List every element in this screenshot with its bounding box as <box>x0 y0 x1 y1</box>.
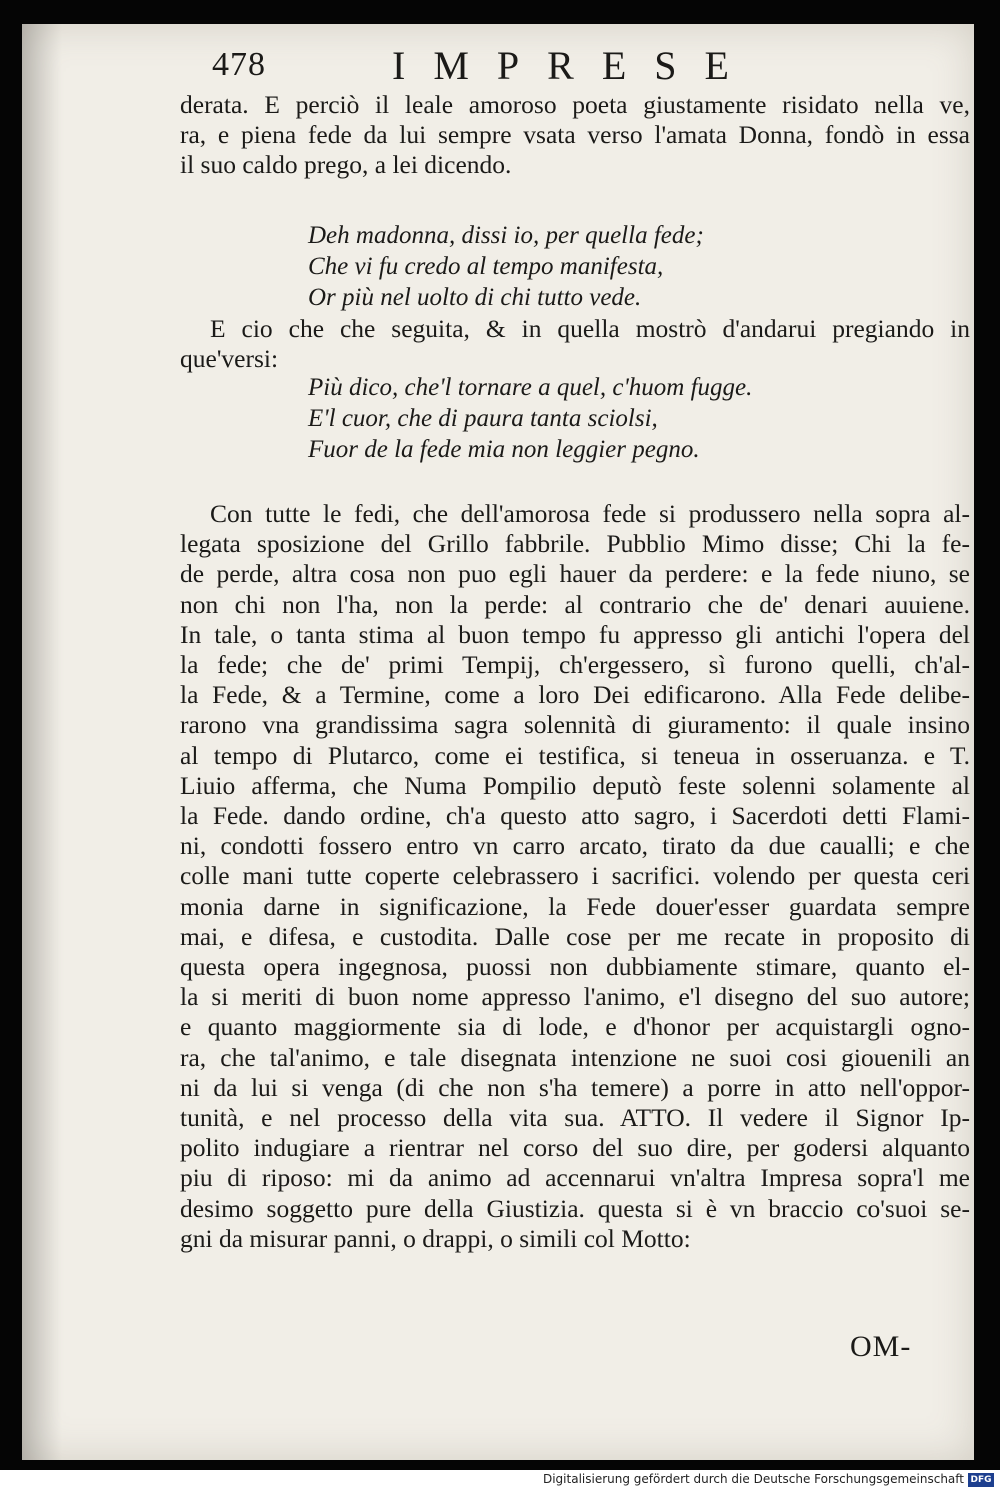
text-line: derata. E perciò il leale amoroso poeta giustamente risidato nella ve, <box>180 90 970 119</box>
verse-line: E'l cuor, che di paura tanta sciolsi, <box>308 405 658 432</box>
text-line: Con tutte le fedi, che dell'amorosa fede si produssero nella sopra al- <box>210 499 970 528</box>
text-line: la si meriti di buon nome appresso l'animo, e'l disegno del suo autore; <box>180 982 970 1012</box>
dfg-logo-icon: DFG <box>968 1473 994 1487</box>
text-line: rarono vna grandissima sagra solennità di giuramento: il quale insino <box>180 710 970 740</box>
text-line: legata sposizione del Grillo fabbrile. Pubblio Mimo disse; Chi la fe- <box>180 529 970 559</box>
text-line: questa opera ingegnosa, puossi non dubbiamente stimare, quanto el- <box>180 952 970 982</box>
page-number: 478 <box>212 46 266 83</box>
funding-credit: Digitalisierung gefördert durch die Deutsche Forschungsgemeinschaft <box>542 1472 964 1486</box>
footer-bar <box>0 1470 1000 1491</box>
verse-quote-2 <box>308 372 752 465</box>
text-line: la Fede. dando ordine, ch'a questo atto sagro, i Sacerdoti detti Flami- <box>180 801 970 831</box>
verse-line: Più dico, che'l tornare a quel, c'huom fugge. <box>308 374 753 401</box>
verse-line: Or più nel uolto di chi tutto vede. <box>308 284 642 311</box>
verse-quote-1 <box>308 220 704 313</box>
verse-line: Deh madonna, dissi io, per quella fede; <box>308 222 704 249</box>
text-line: ni, condotti fossero entro vn carro arcato, tirato da due caualli; e che <box>180 831 970 861</box>
paragraph-1 <box>180 90 970 181</box>
catchword: OM- <box>850 1330 912 1363</box>
text-line: ra, e piena fede da lui sempre vsata verso l'amata Donna, fondò in essa <box>180 120 970 150</box>
text-line: de perde, altra cosa non puo egli hauer da perdere: e la fede niuno, se <box>180 559 970 589</box>
text-line: al tempo di Plutarco, come ei testifica, si teneua in osseruanza. e T. <box>180 740 970 770</box>
text-line: il suo caldo prego, a lei dicendo. <box>180 150 512 180</box>
paragraph-3 <box>180 499 970 1254</box>
text-line: la fede; che de' primi Tempij, ch'ergessero, sì furono quelli, ch'al- <box>180 650 970 680</box>
text-line: polito indugiare a rientrar nel corso del suo dire, per godersi alquanto <box>180 1133 970 1163</box>
text-line: Liuio afferma, che Numa Pompilio deputò feste solenni solamente al <box>180 770 970 800</box>
verse-line: Che vi fu credo al tempo manifesta, <box>308 253 664 280</box>
verse-line: Fuor de la fede mia non leggier pegno. <box>308 436 700 463</box>
text-line: e quanto maggiormente sia di lode, e d'honor per acquistargli ogno- <box>180 1012 970 1042</box>
text-line: E cio che che seguita, & in quella mostrò d'andarui pregiando in <box>210 314 970 343</box>
text-line: ra, che tal'animo, e tale disegnata intenzione ne suoi cosi giouenili an <box>180 1042 970 1072</box>
running-title: IMPRESE <box>392 43 757 88</box>
text-line: la Fede, & a Termine, come a loro Dei edificarono. Alla Fede delibe- <box>180 680 970 710</box>
book-page <box>22 24 974 1460</box>
text-line: non chi non l'ha, non la perde: al contrario che de' denari auuiene. <box>180 589 970 619</box>
text-line: que'versi: <box>180 344 279 374</box>
text-line: ni da lui si venga (di che non s'ha temere) a porre in atto nell'oppor- <box>180 1072 970 1102</box>
text-line: monia darne in significazione, la Fede douer'esser guardata sempre <box>180 891 970 921</box>
paragraph-2 <box>180 314 970 374</box>
text-line: desimo soggetto pure della Giustizia. questa si è vn braccio co'suoi se- <box>180 1193 970 1223</box>
text-line: mai, e difesa, e custodita. Dalle cose per me recate in proposito di <box>180 921 970 951</box>
text-line: tunità, e nel processo della vita sua. ATTO. Il vedere il Signor Ip- <box>180 1103 970 1133</box>
text-line: colle mani tutte coperte celebrassero i sacrifici. volendo per questa ceri <box>180 861 970 891</box>
text-line: In tale, o tanta stima al buon tempo fu appresso gli antichi l'opera del <box>180 619 970 649</box>
text-line: piu di riposo: mi da animo ad accennarui vn'altra Impresa sopra'l me <box>180 1163 970 1193</box>
text-line: gni da misurar panni, o drappi, o simili col Motto: <box>180 1223 691 1253</box>
